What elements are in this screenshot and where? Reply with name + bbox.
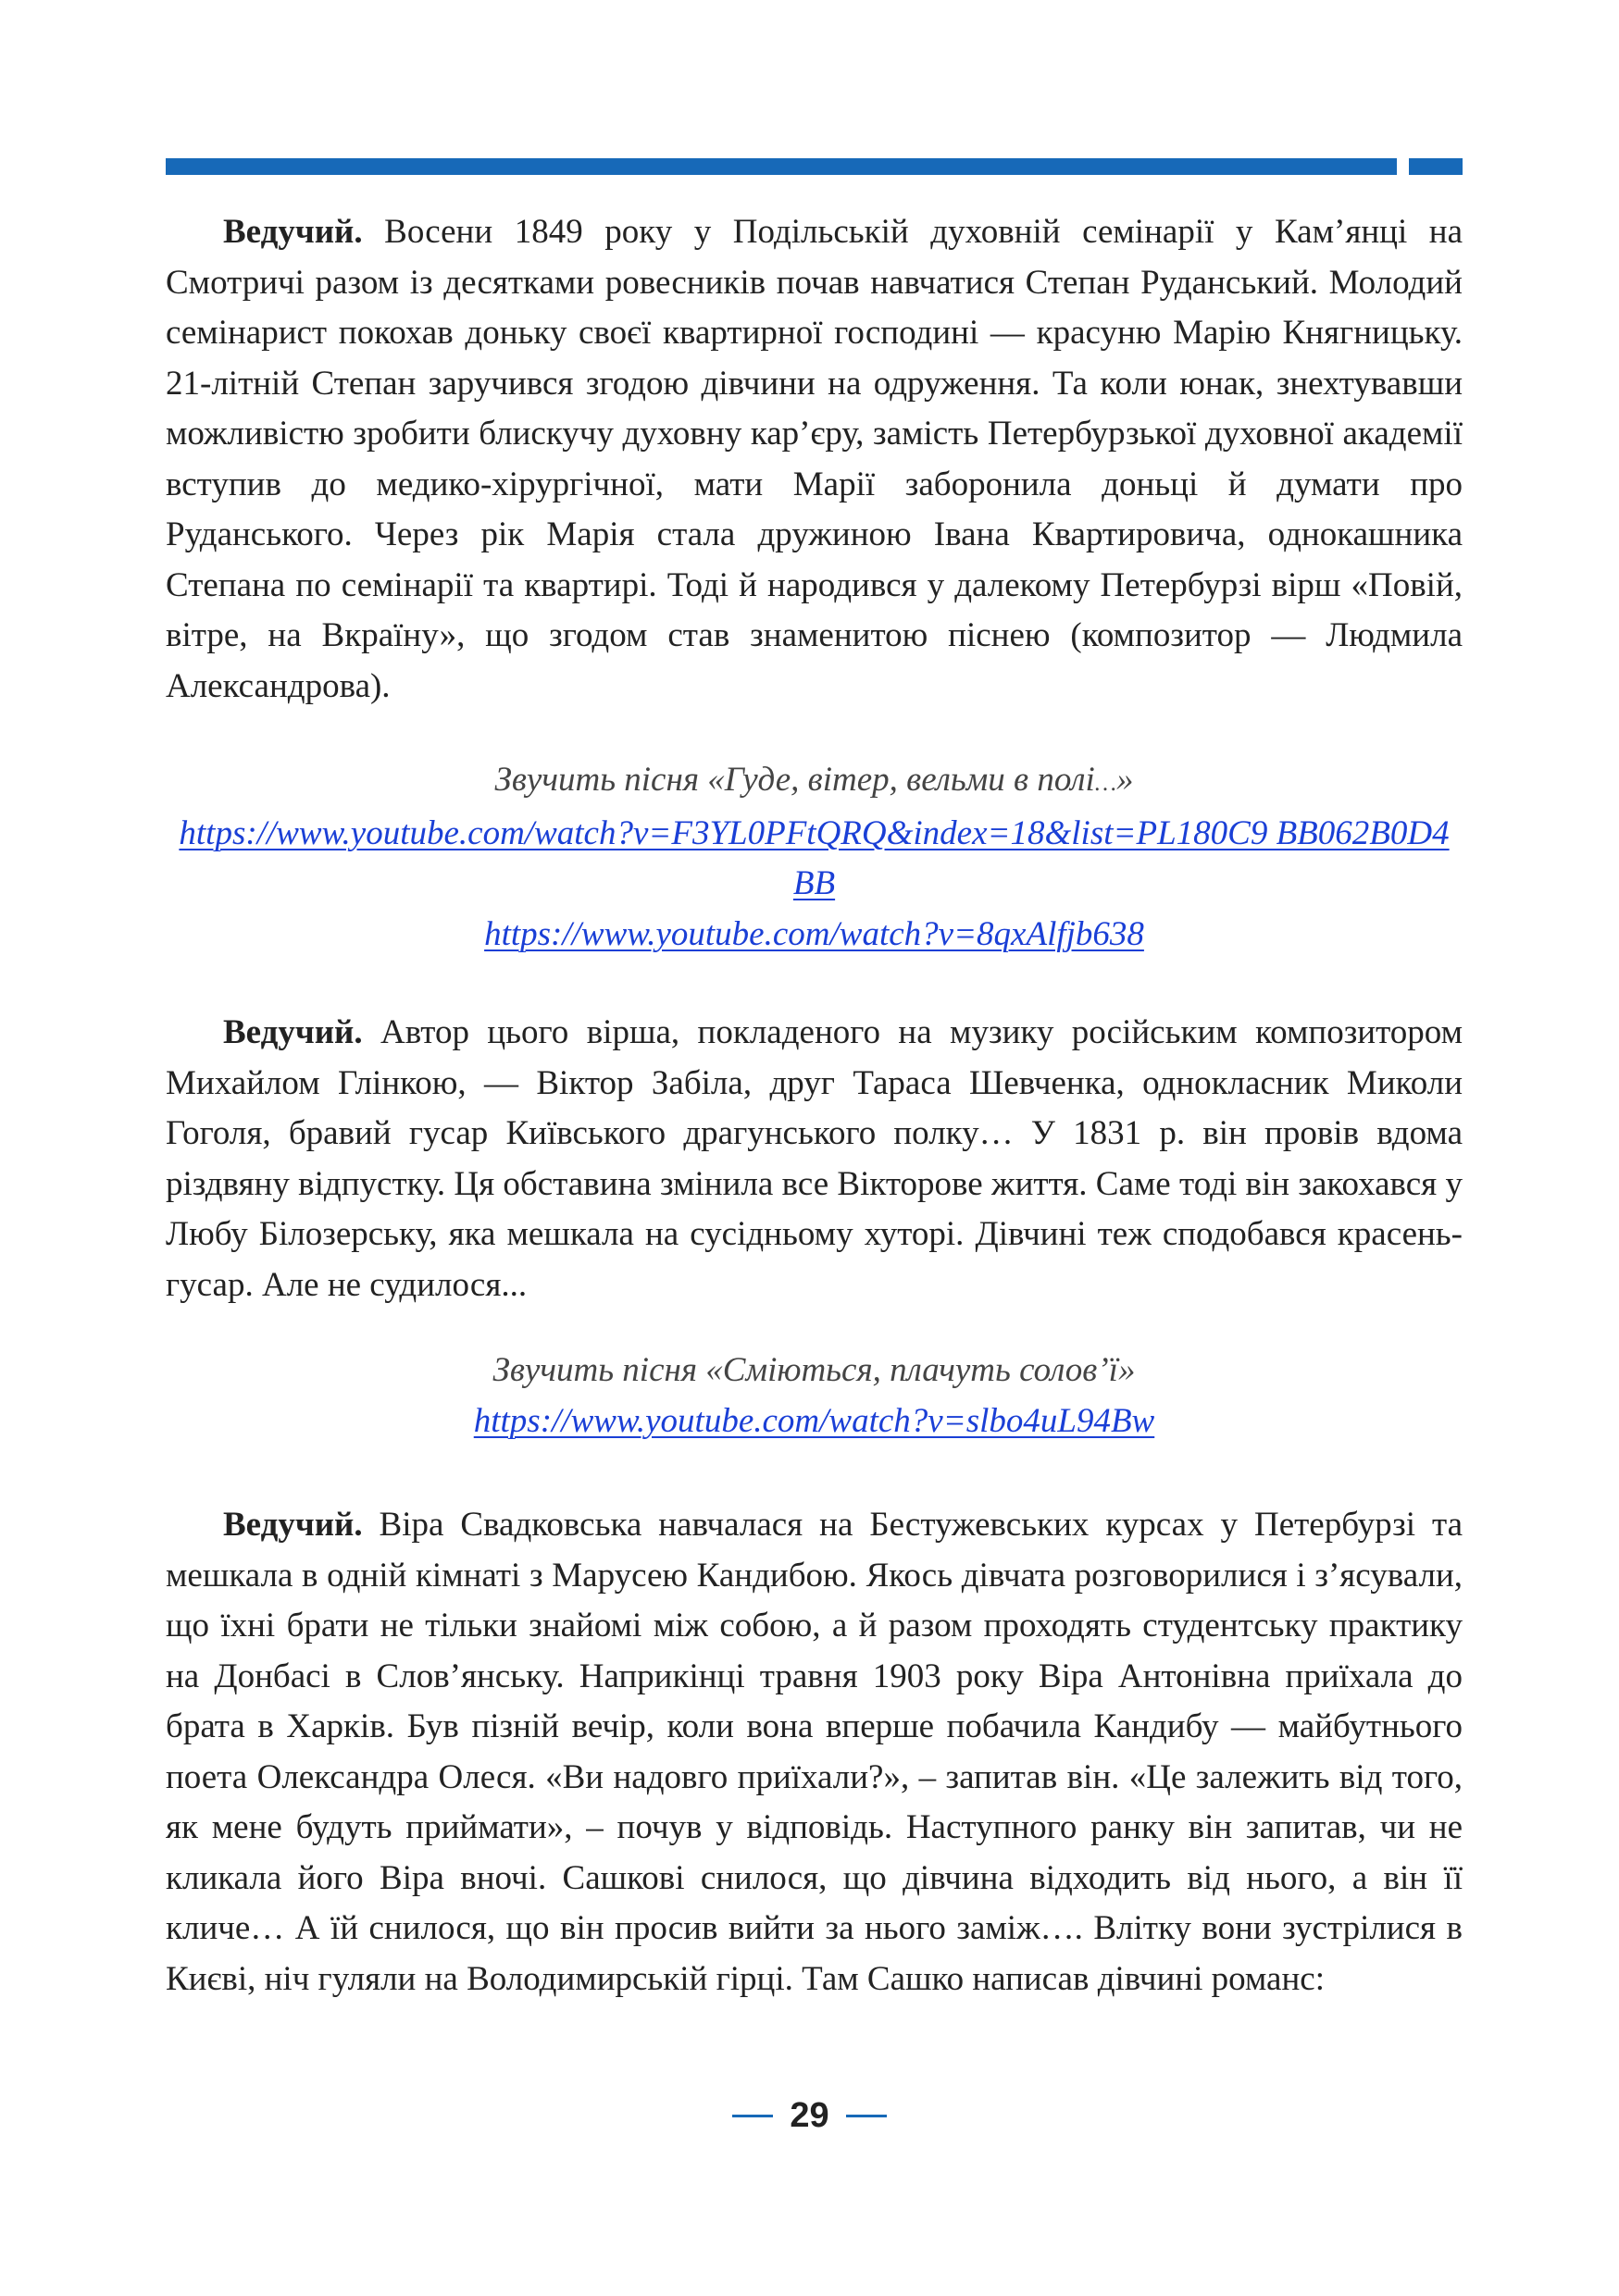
header-rule-end <box>1409 158 1463 175</box>
page-content <box>166 207 1463 2004</box>
header-rule <box>166 158 1397 175</box>
page-footer <box>0 2097 1619 2134</box>
song-block-1 <box>166 755 1463 960</box>
song-title: Звучить пісня «Сміються, плачуть солов’ї» <box>492 1351 1136 1389</box>
song-title: Звучить пісня «Гуде, вітер, вельми в полі…» <box>494 761 1134 799</box>
song-link[interactable]: https://www.youtube.com/watch?v=F3YL0PFtQRQ&index=18&list=PL180C9 BB062B0D4BB <box>179 813 1450 902</box>
footer-dash-left <box>732 2115 773 2117</box>
paragraph-text: Автор цього вірша, покладеного на музику російським композитором Михайлом Глінкою, — Віктор Забіла, друг Тараса Шевченка, однoкласник Миколи Гоголя, бравий гусар Київського драгунського полку… У 1831 р. він провів вдома різдвяну відпустку. Ця обставина змінила все Вікторове життя. Саме тоді він закохався у Любу Білозерську, яка мешкала на сусідньому хуторі. Дівчині теж сподобався красень-гусар. Але не судилося... <box>166 1013 1463 1304</box>
paragraph-text: Віра Свадковська навчалася на Бестужевських курсах у Петербурзі та мешкала в одній кімнаті з Марусею Кандибою. Якось дівчата розговорилися і з’ясували, що їхні брати не тільки знайомі між собою, а й разом проходять студентську практику на Донбасі в Слов’янську. Наприкінці травня 1903 року Віра Антонівна приїхала до брата в Харків. Був пізній вечір, коли вона вперше побачила Кандибу — майбутнього поета Олександра Олеся. «Ви надовго приїхали?», – запитав він. «Це залежить від того, як мене будуть приймати», – почув у відповідь. Наступного ранку він запитав, чи не кликала його Віра вночі. Сашкові снилося, що дівчина відходить від нього, а він її кличе… А їй снилося, що він просив вийти за нього заміж…. Влітку вони зустрілися в Києві, ніч гуляли на Володимирській гірці. Там Сашко написав дівчині романс: <box>166 1506 1463 1998</box>
paragraph-2 <box>166 1008 1463 1310</box>
speaker-label: Ведучий. <box>223 1506 363 1544</box>
paragraph-text: Восени 1849 року у Подільській духовній семінарії у Кам’янці на Смотричі разом із десятками ровесників почав навчатися Степан Руданський. Молодий семінарист покохав доньку своєї квартирної господині — красуню Марію Княгницьку. 21-літній Степан заручився згодою дівчини на одруження. Та коли юнак, знехтувавши можливістю зробити блискучу духовну кар’єру, замість Петербурзької духовної академії вступив до медико-хірургічної, мати Марії заборонила доньці й думати про Руданського. Через рік Марія стала дружиною Івана Квартировича, однокашника Степана по семінарії та квартирі. Тоді й народився у далекому Петербурзі вірш «Повій, вітре, на Вкраїну», що згодом став знаменитою піснею (композитор — Людмила Александрова). <box>166 213 1463 705</box>
song-link[interactable]: https://www.youtube.com/watch?v=slbo4uL94Bw <box>473 1401 1155 1440</box>
footer-dash-right <box>846 2115 887 2117</box>
paragraph-3 <box>166 1500 1463 2004</box>
song-block-2 <box>166 1346 1463 1446</box>
paragraph-1 <box>166 207 1463 712</box>
speaker-label: Ведучий. <box>223 1013 363 1051</box>
page-number: 29 <box>790 2096 829 2135</box>
song-link[interactable]: https://www.youtube.com/watch?v=8qxAlfjb638 <box>484 914 1144 953</box>
speaker-label: Ведучий. <box>223 213 363 251</box>
